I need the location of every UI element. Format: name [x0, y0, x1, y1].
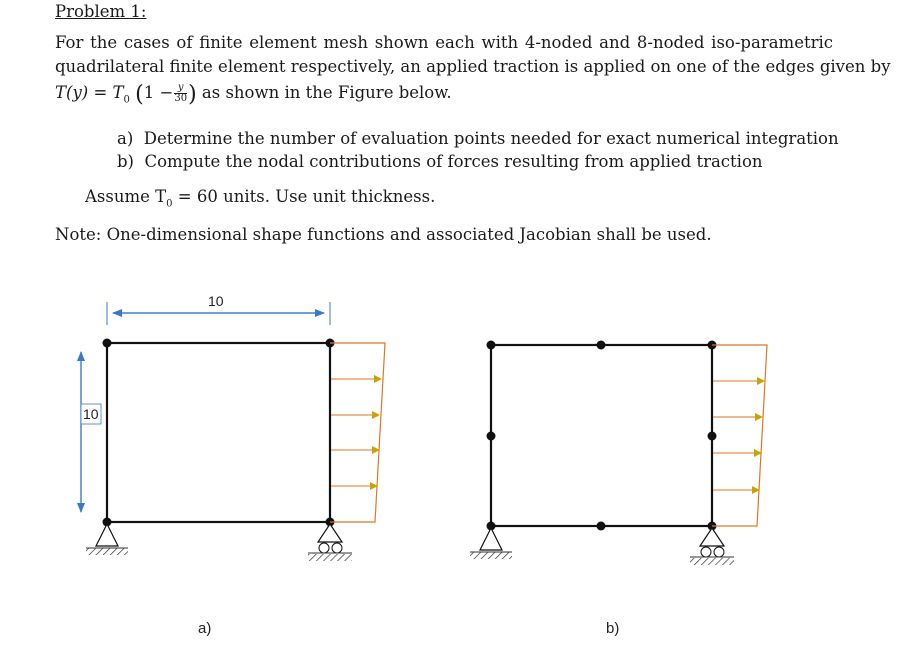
caption-b: b) [606, 620, 620, 637]
node [597, 522, 606, 531]
roller-support [308, 524, 352, 561]
element-a [107, 343, 330, 522]
intro-line-1: For the cases of finite element mesh shown each with 4-noded and 8-noded iso-parametric [55, 33, 833, 52]
caption-a: a) [198, 620, 212, 637]
note-line: Note: One-dimensional shape functions and associated Jacobian shall be used. [55, 225, 712, 244]
formula-fraction: $\frac{y}{30}$ [174, 82, 188, 104]
assume-line: Assume $T_0 = 60$ units. Use unit thickness. [85, 187, 436, 210]
formula-sub: 0 [123, 94, 130, 106]
traction-distribution [330, 343, 385, 522]
intro-line-2: quadrilateral finite element respectively, an applied traction is applied on one of the edges given by [55, 57, 891, 76]
pin-support [470, 528, 512, 559]
task-b: b) Compute the nodal contributions of forces resulting from applied traction [117, 152, 763, 171]
traction-distribution [712, 345, 767, 526]
element-b [491, 345, 712, 526]
mesh-b [470, 341, 767, 638]
node [708, 432, 717, 441]
problem-heading: Problem 1: [55, 2, 147, 21]
width-label: 10 [208, 293, 224, 309]
node [597, 341, 606, 350]
pin-support [86, 524, 128, 555]
node [487, 341, 496, 350]
height-label: 10 [83, 406, 99, 422]
traction-formula: $T(y) = T_0$ (1 − $\frac{y}{30}$ ) as shown in the Figure below. [55, 82, 452, 107]
mesh-a [81, 293, 385, 637]
node [487, 432, 496, 441]
formula-lhs: T(y) = T [55, 83, 124, 102]
roller-support [690, 528, 734, 565]
formula-tail: as shown in the Figure below. [201, 83, 452, 102]
task-a: a) Determine the number of evaluation points needed for exact numerical integration [117, 129, 839, 148]
node [103, 339, 112, 348]
